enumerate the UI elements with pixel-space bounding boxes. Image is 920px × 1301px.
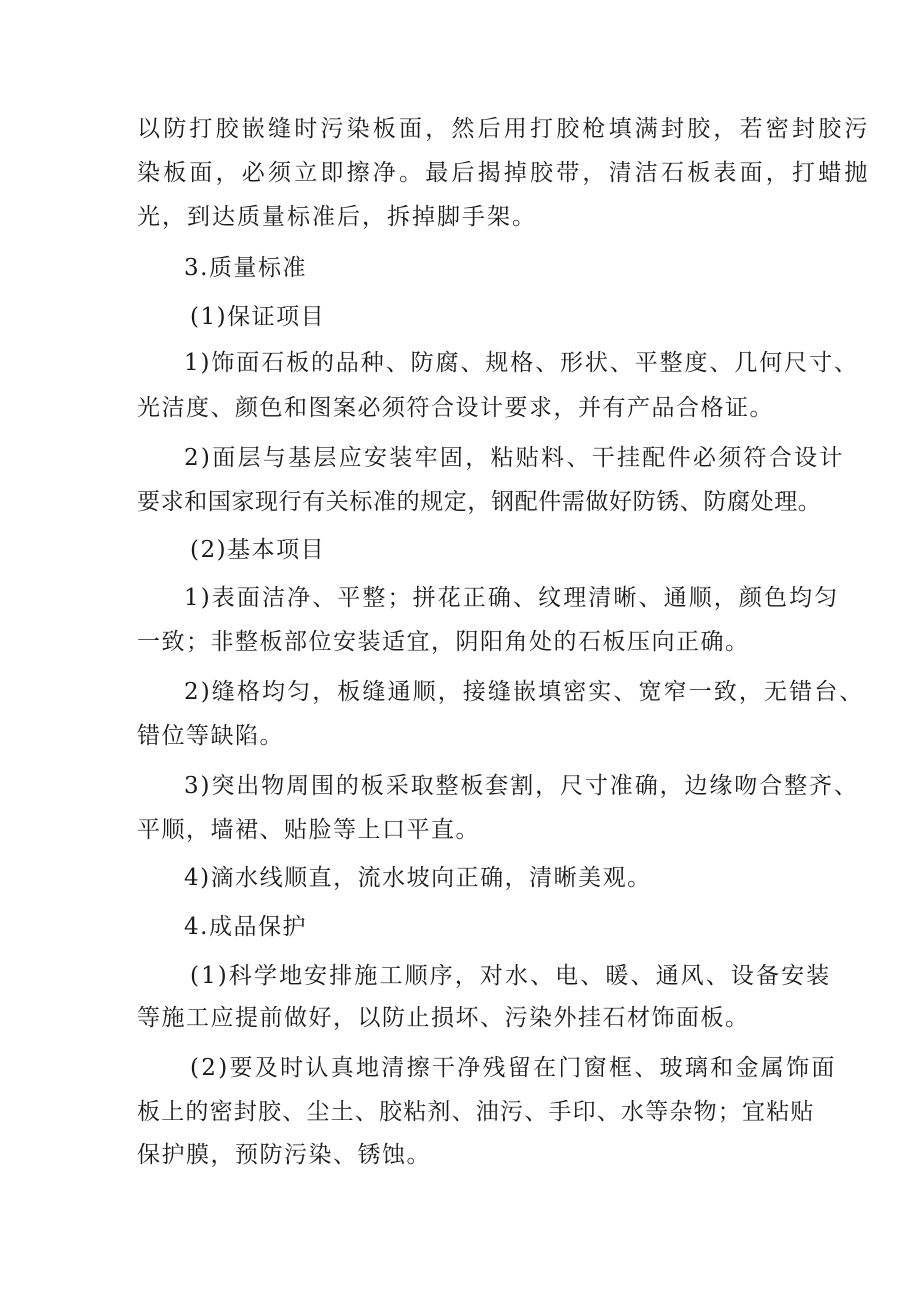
section-heading: 3.质量标准 [184, 255, 307, 281]
paragraph-line: 保护膜，预防污染、锈蚀。 [137, 1142, 431, 1168]
paragraph-line: 光，到达质量标准后，拆掉脚手架。 [137, 204, 537, 230]
paragraph-line: 要求和国家现行有关标准的规定，钢配件需做好防锈、防腐处理。 [137, 489, 822, 515]
paragraph-line: 一致；非整板部位安装适宜，阴阳角处的石板压向正确。 [137, 629, 750, 655]
paragraph-line: 染板面，必须立即擦净。最后揭掉胶带，清洁石板表面，打蜡抛 [137, 160, 871, 186]
paragraph-line: 平顺，墙裙、贴脸等上口平直。 [137, 817, 480, 843]
subsection-heading: (1)保证项目 [190, 304, 326, 330]
paragraph-line: 光洁度、颜色和图案必须符合设计要求，并有产品合格证。 [137, 395, 774, 421]
paragraph-line: 以防打胶嵌缝时污染板面，然后用打胶枪填满封胶，若密封胶污 [137, 116, 871, 142]
paragraph-line: 板上的密封胶、尘土、胶粘剂、油污、手印、水等杂物；宜粘贴 [137, 1099, 815, 1125]
paragraph-line: 1)表面洁净、平整；拼花正确、纹理清晰、通顺，颜色均匀 [184, 585, 840, 611]
paragraph-line: 2)缝格均匀，板缝通顺，接缝嵌填密实、宽窄一致，无错台、 [184, 679, 865, 705]
paragraph-line: (1)科学地安排施工顺序，对水、电、暖、通风、设备安装 [190, 963, 832, 989]
paragraph-line: 1)饰面石板的品种、防腐、规格、形状、平整度、几何尺寸、 [184, 350, 859, 376]
paragraph-line: 4)滴水线顺直，流水坡向正确，清晰美观。 [184, 865, 652, 891]
subsection-heading: (2)基本项目 [190, 537, 326, 563]
paragraph-line: 3)突出物周围的板采取整板套割，尺寸准确，边缘吻合整齐、 [184, 773, 859, 799]
paragraph-line: (2)要及时认真地清擦干净残留在门窗框、玻璃和金属饰面 [190, 1055, 837, 1081]
paragraph-line: 错位等缺陷。 [137, 723, 284, 749]
paragraph-line: 2)面层与基层应安装牢固，粘贴料、干挂配件必须符合设计 [184, 445, 845, 471]
paragraph-line: 等施工应提前做好，以防止损坏、污染外挂石材饰面板。 [137, 1005, 750, 1031]
section-heading: 4.成品保护 [184, 914, 307, 940]
